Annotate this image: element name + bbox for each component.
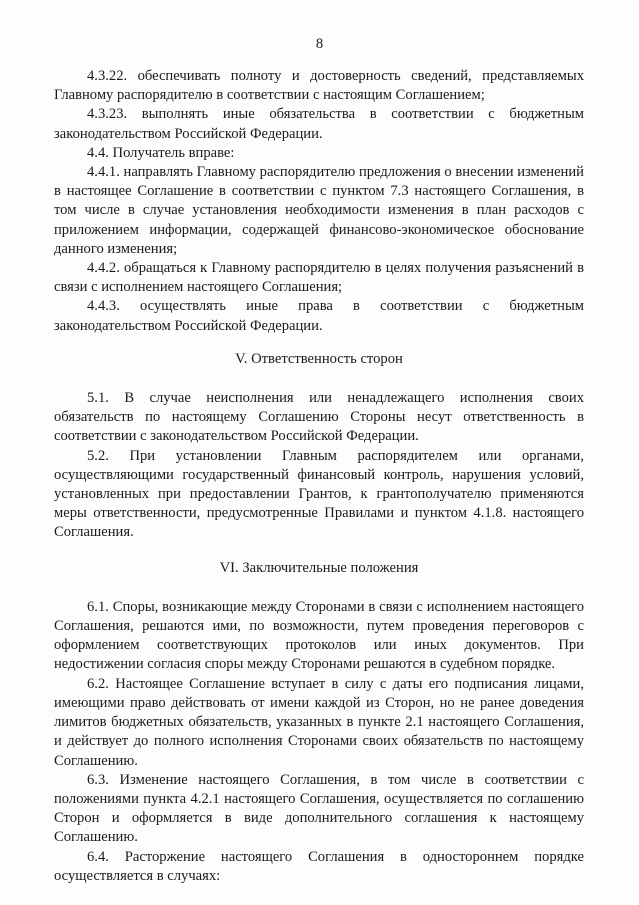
paragraph-4-4: 4.4. Получатель вправе: [87,144,235,161]
paragraph-4-4-1: 4.4.1. направлять Главному распорядителю предложения о внесении изменений в настоящее Соглашение в соответствии с пунктом 7.3 настоящего Соглашения, в том числе в случае установления необходимости изменения в план расходов с приложением информации, содержащей финансово-экономическое обоснование данного изменения; [54,164,584,257]
paragraph-6-3: 6.3. Изменение настоящего Соглашения, в том числе в соответствии с положениями пункта 4.2.1 настоящего Соглашения, осуществляется по соглашению Сторон и оформляется в виде дополнительного соглашения к настоящему Соглашению. [54,771,584,846]
paragraph-6-1: 6.1. Споры, возникающие между Сторонами в связи с исполнением настоящего Соглашения, решаются ими, по возможности, путем проведения переговоров с оформлением соответствующих протоколов или иных документов. При недостижении согласия споры между Сторонами решаются в судебном порядке. [54,598,584,673]
document-body [54,67,584,886]
paragraph-6-2: 6.2. Настоящее Соглашение вступает в силу с даты его подписания лицами, имеющими право действовать от имени каждой из Сторон, но не ранее доведения лимитов бюджетных обязательств, указанных в пункте 2.1 настоящего Соглашения, и действует до полного исполнения Сторонами своих обязательств по настоящему Соглашению. [54,675,584,769]
paragraph-4-4-3: 4.4.3. осуществлять иные права в соответствии с бюджетным законодательством Российской Федерации. [54,298,584,334]
paragraph-4-3-22: 4.3.22. обеспечивать полноту и достоверность сведений, представляемых Главному распорядителю в соответствии с настоящим Соглашением; [54,68,584,104]
paragraph-4-4-2: 4.4.2. обращаться к Главному распорядителю в целях получения разъяснений в связи с исполнением настоящего Соглашения; [54,260,584,296]
paragraph-6-4: 6.4. Расторжение настоящего Соглашения в одностороннем порядке осуществляется в случаях: [54,848,584,884]
paragraph-4-3-23: 4.3.23. выполнять иные обязательства в соответствии с бюджетным законодательством Российской Федерации. [54,106,584,142]
section-5-heading: V. Ответственность сторон [235,350,403,367]
section-6-heading: VI. Заключительные положения [219,559,419,576]
paragraph-5-2: 5.2. При установлении Главным распорядителем или органами, осуществляющими государственный финансовый контроль, нарушения условий, установленных при предоставлении Грантов, к грантополучателю применяются меры ответственности, предусмотренные Правилами и пунктом 4.1.8. настоящего Соглашения. [54,447,584,541]
paragraph-5-1: 5.1. В случае неисполнения или ненадлежащего исполнения своих обязательств по настоящему Соглашению Стороны несут ответственность в соответствии с законодательством Российской Федерации. [54,390,584,445]
page-number: 8 [315,36,324,52]
